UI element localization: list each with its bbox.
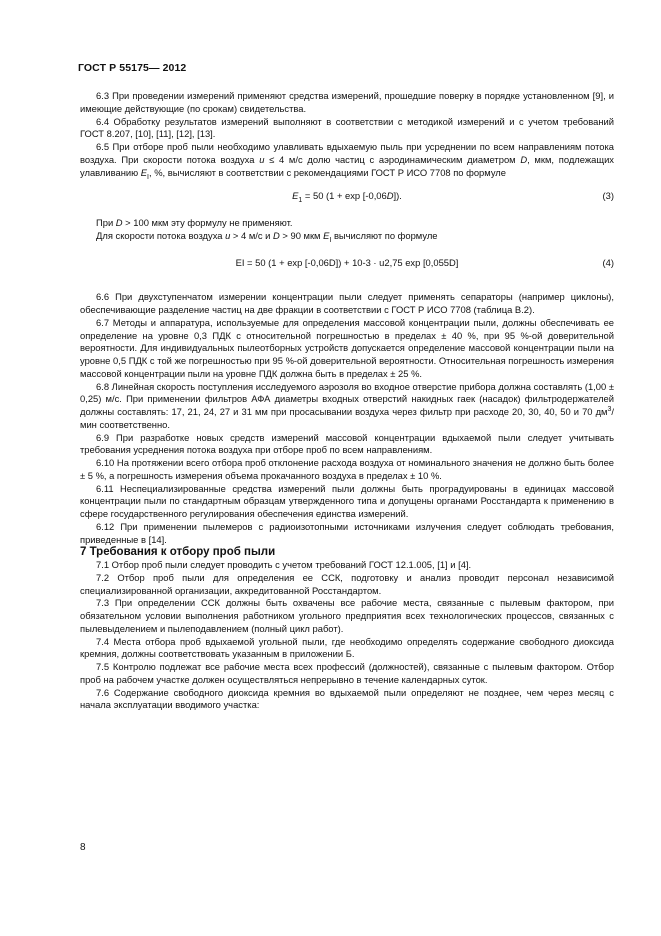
paragraph-6-11: 6.11 Неспециализированные средства измерений пыли должны быть проградуированы в единицах массовой концентрации пыли по стандартным образцам утвержденного типа и допущены органами Росстандарта к применению в сфере государственного регулирования обеспечения единства измерений. bbox=[80, 482, 614, 519]
p6-8-sup: 3 bbox=[607, 405, 612, 413]
paragraph-7-2: 7.2 Отбор проб пыли для определения ее ССК, подготовку и анализ проводит персонал независимой специализированной организации, аккредитованной Росстандартом. bbox=[80, 571, 614, 596]
formula-3-number: (3) bbox=[602, 190, 614, 202]
note-a: При bbox=[96, 217, 116, 228]
formula-3-e: E bbox=[292, 190, 299, 202]
paragraph-6-5 bbox=[80, 141, 614, 179]
document-body bbox=[80, 90, 614, 712]
paragraph-6-4: 6.4 Обработку результатов измерений выполняют в соответствии с методикой измерений и с учетом требований ГОСТ 8.207, [10], [11], [12], [13]. bbox=[80, 115, 614, 140]
formula-4-expression: EI = 50 (1 + exp [-0,06D]) + 10-3 · u2,75 exp [0,055D] bbox=[235, 256, 459, 268]
p6-5-part-c: , мкм, подлежащих улавливанию bbox=[80, 153, 614, 178]
note-var-e: E bbox=[323, 229, 330, 241]
paragraph-7-3: 7.3 При определении ССК должны быть охвачены все рабочие места, связанные с пылевым фактором, при обязательном условии выполнения работником угольного предприятия всех технологических процессов, связанных с пылевыделением и пылеподавлением (полный цикл работ). bbox=[80, 597, 614, 634]
var-d: D bbox=[520, 153, 528, 165]
sub-i: I bbox=[147, 173, 149, 181]
paragraph-7-5: 7.5 Контролю подлежат все рабочие места всех профессий (должностей), связанные с пылевым фактором. Отбор проб на рабочем участке должен осуществляться непрерывно в течение календарных суток. bbox=[80, 661, 614, 685]
paragraph-6-10: 6.10 На протяжении всего отбора проб отклонение расхода воздуха от номинального значения не должно быть более ± 5 %, а погрешность измерения объема прокачанного воздуха в пределах ± 10 %. bbox=[80, 457, 614, 481]
note-sub-i: I bbox=[329, 236, 332, 244]
formula-3-a: = 50 (1 + exp [-0,06 bbox=[302, 190, 387, 202]
p6-8-part-a: 6.8 Линейная скорость поступления исследуемого аэрозоля во входное отверстие прибора должна составлять (1,00 ± 0,25) м/с. При применении фильтров АФА диаметры входных отверстий накидных гаек (насадок) фильтродержателей должны составлять: 17, 21, 24, 27 и 31 мм при просасывании воздуха через фильтр при расходе 20, 30, 40, 50 и 70 дм bbox=[80, 380, 614, 417]
formula-3-b: ]). bbox=[393, 190, 402, 202]
note-var-d2: D bbox=[273, 229, 280, 241]
paragraph-7-1: 7.1 Отбор проб пыли следует проводить с учетом требований ГОСТ 12.1.005, [1] и [4]. bbox=[96, 559, 472, 570]
formula-3 bbox=[80, 190, 614, 203]
standard-header: ГОСТ Р 55175— 2012 bbox=[78, 62, 187, 74]
formula-4 bbox=[80, 257, 614, 270]
note-e: > 90 мкм bbox=[279, 229, 324, 241]
note-b: > 100 мкм эту формулу не применяют. bbox=[122, 217, 293, 228]
formula-3-sub: 1 bbox=[298, 197, 303, 205]
paragraph-6-9: 6.9 При разработке новых средств измерений массовой концентрации вдыхаемой пыли следует учитывать требования усреднения потока воздуха при отборе проб по всем направлениям. bbox=[80, 431, 614, 456]
note-d: > 4 м/с и bbox=[230, 229, 274, 241]
section-7-title: 7 Требования к отбору проб пыли bbox=[80, 546, 276, 559]
formula-3-expression bbox=[80, 190, 574, 203]
var-u: u bbox=[259, 153, 265, 165]
paragraph-6-8 bbox=[80, 381, 614, 432]
page-number: 8 bbox=[80, 842, 86, 853]
note-var-d: D bbox=[115, 217, 123, 228]
p6-5-part-a: 6.5 При отборе проб пыли необходимо улавливать вдыхаемую пыль при усреднении по всем направлениям потока воздуха. При скорости потока воздуха bbox=[80, 141, 614, 165]
note-var-u: u bbox=[225, 229, 231, 241]
p6-5-part-d: , %, вычисляют в соответствии с рекомендациями ГОСТ Р ИСО 7708 по формуле bbox=[149, 166, 506, 178]
var-e: E bbox=[140, 166, 148, 178]
formula-3-note-1 bbox=[80, 217, 614, 230]
formula-3-d: D bbox=[386, 190, 394, 202]
paragraph-6-3: 6.3 При проведении измерений применяют средства измерений, прошедшие поверку в порядке установленном [9], и имеющие действующие (по срокам) свидетельства. bbox=[80, 90, 614, 114]
paragraph-6-6: 6.6 При двухступенчатом измерении концентрации пыли следует применять сепараторы (например циклоны), обеспечивающие разделение частиц на две фракции в соответствии с ГОСТ Р ИСО 7708 (таблица В.2). bbox=[80, 291, 614, 315]
p6-8-part-b: /мин соответственно. bbox=[80, 406, 614, 430]
note-c: Для скорости потока воздуха bbox=[96, 229, 226, 241]
paragraph-6-7: 6.7 Методы и аппаратура, используемые для определения массовой концентрации пыли, должны обеспечивать ее определение на уровне 0,3 ПДК с относительной погрешностью в пределах ± 40 %, при 95 %-ой доверительной вероятности. Для индивидуальных пылеотборных устройств допускается определение массовой концентрации пыли на уровне 0,5 ПДК с той же погрешностью при 95 %-ой доверительной вероятности. Относительная погрешность измерения массовой концентрации пыли на уровне ПДК должна быть в пределах ± 25 %. bbox=[80, 316, 614, 379]
formula-3-note-2 bbox=[80, 230, 614, 243]
paragraph-6-12: 6.12 При применении пылемеров с радиоизотопными источниками излучения следует соблюдать требования, приведенные в [14]. bbox=[80, 520, 614, 545]
note-f: вычисляют по формуле bbox=[331, 229, 438, 241]
paragraph-7-6: 7.6 Содержание свободного диоксида кремния во вдыхаемой пыли определяют не позднее, чем через месяц с начала эксплуатации вводимого участка: bbox=[80, 686, 614, 711]
paragraph-7-4: 7.4 Места отбора проб вдыхаемой угольной пыли, где необходимо определять содержание свободного диоксида кремния, должны соответствовать указанным в приложении Б. bbox=[80, 635, 614, 660]
formula-4-number: (4) bbox=[602, 256, 614, 268]
p6-5-part-b: ≤ 4 м/с долю частиц с аэродинамическим диаметром bbox=[264, 153, 521, 165]
